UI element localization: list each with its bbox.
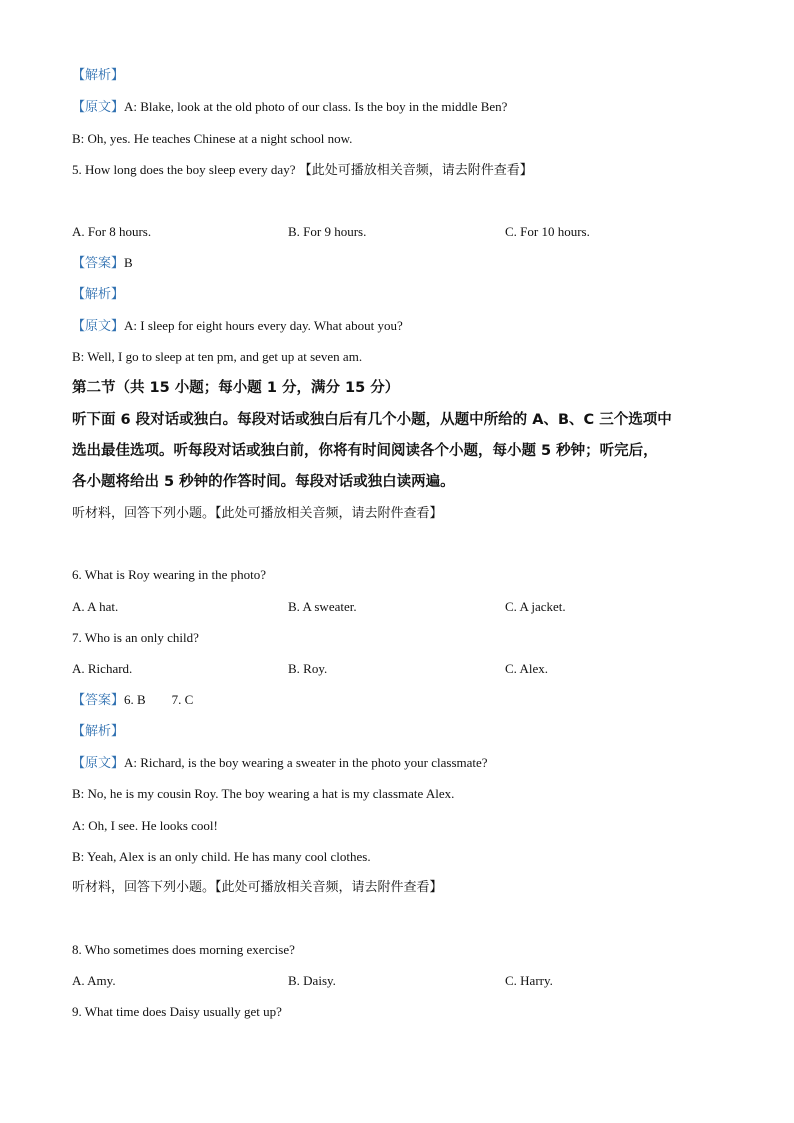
- transcript-tag: 【原文】: [72, 100, 125, 115]
- analysis-tag: 【解析】: [72, 287, 125, 302]
- answer-value: 6. B 7. C: [124, 692, 194, 707]
- option-c: C. Alex.: [505, 661, 548, 676]
- transcript-line: B: Oh, yes. He teaches Chinese at a night school now.: [72, 131, 353, 146]
- answer-tag: 【答案】: [72, 256, 125, 271]
- audio-note: 听材料，回答下列小题。【此处可播放相关音频，请去附件查看】: [72, 880, 443, 895]
- option-b: B. A sweater.: [288, 599, 357, 614]
- transcript-line: B: Yeah, Alex is an only child. He has many cool clothes.: [72, 849, 371, 864]
- transcript-line: [72, 98, 507, 117]
- transcript-line: B: Well, I go to sleep at ten pm, and get up at seven am.: [72, 349, 363, 364]
- analysis-tag: 【解析】: [72, 724, 125, 739]
- answer-value: B: [124, 255, 133, 270]
- transcript-tag: 【原文】: [72, 756, 125, 771]
- question-7: 7. Who is an only child?: [72, 630, 199, 645]
- transcript-line: [72, 754, 488, 773]
- option-b: B. Roy.: [288, 661, 328, 676]
- transcript-tag: 【原文】: [72, 319, 125, 334]
- audio-note: 听材料，回答下列小题。【此处可播放相关音频，请去附件查看】: [72, 506, 443, 521]
- answer-line: [72, 691, 193, 710]
- transcript-text: A: I sleep for eight hours every day. What about you?: [124, 318, 403, 333]
- transcript-text: A: Richard, is the boy wearing a sweater in the photo your classmate?: [124, 755, 488, 770]
- option-a: A. For 8 hours.: [72, 224, 152, 239]
- transcript-line: B: No, he is my cousin Roy. The boy wearing a hat is my classmate Alex.: [72, 786, 455, 801]
- answer-line: [72, 254, 133, 273]
- transcript-line: [72, 317, 403, 336]
- option-a: A. Amy.: [72, 973, 116, 988]
- analysis-tag: 【解析】: [72, 68, 125, 83]
- option-c: C. A jacket.: [505, 599, 566, 614]
- question-8: 8. Who sometimes does morning exercise?: [72, 942, 295, 957]
- section-instructions: 各小题将给出 5 秒钟的作答时间。每段对话或独白读两遍。: [72, 474, 455, 490]
- option-c: C. For 10 hours.: [505, 224, 590, 239]
- section-instructions: 听下面 6 段对话或独白。每段对话或独白后有几个小题，从题中所给的 A、B、C 三个选项中: [72, 412, 672, 428]
- option-c: C. Harry.: [505, 973, 553, 988]
- option-a: A. A hat.: [72, 599, 119, 614]
- question-6: 6. What is Roy wearing in the photo?: [72, 567, 267, 582]
- section-heading: 第二节（共 15 小题；每小题 1 分，满分 15 分）: [72, 380, 400, 396]
- question-5: 5. How long does the boy sleep every day? 【此处可播放相关音频，请去附件查看】: [72, 162, 533, 177]
- question-9: 9. What time does Daisy usually get up?: [72, 1004, 282, 1019]
- section-instructions: 选出最佳选项。听每段对话或独白前，你将有时间阅读各个小题，每小题 5 秒钟；听完后，: [72, 443, 658, 459]
- option-a: A. Richard.: [72, 661, 133, 676]
- transcript-line: A: Oh, I see. He looks cool!: [72, 818, 218, 833]
- option-b: B. Daisy.: [288, 973, 336, 988]
- transcript-text: A: Blake, look at the old photo of our class. Is the boy in the middle Ben?: [124, 99, 508, 114]
- option-b: B. For 9 hours.: [288, 224, 367, 239]
- answer-tag: 【答案】: [72, 693, 125, 708]
